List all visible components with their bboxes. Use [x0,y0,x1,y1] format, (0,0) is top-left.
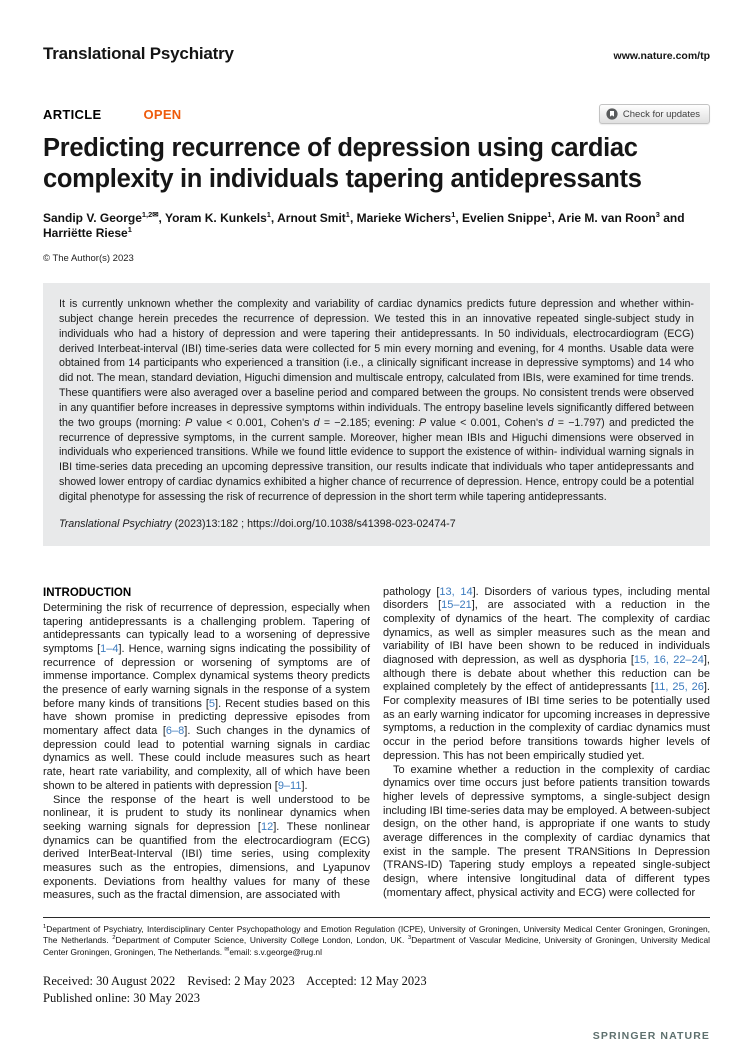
journal-title: Translational Psychiatry [43,44,234,63]
reference-link[interactable]: 13, 14 [439,585,473,598]
affiliations-footnote: $^1$Department of Psychiatry, Interdisciplinary Center Psychopathology and Emotion Regulation (ICPE), University of Groningen, University Medical Center Groningen, Groningen, The Netherlands. $^2$Department of Computer Science, University College London, London, UK. $^3$Department of Vascular Medicine, University of Groningen, University Medical Center Groningen, Groningen, The Netherlands. ✉email: s.v.george@rug.nl [43,917,710,958]
reference-link[interactable]: 6–8 [165,725,185,738]
author-list: Sandip V. George$^{1,2✉}$, Yoram K. Kunkels$^1$, Arnout Smit$^1$, Marieke Wichers$^1$, Evelien Snippe$^1$, Arie M. van Roon$^3$ and Harriëtte Riese$^1$ [43,210,685,241]
citation-line[interactable]: Translational Psychiatry (2023)13:182 ; https://doi.org/10.1038/s41398-023-02474-7 [59,517,456,530]
revised-date: Revised: 2 May 2023 [187,974,295,989]
reference-link[interactable]: 1–4 [100,642,119,655]
body-columns [43,586,710,903]
reference-link[interactable]: 12 [260,820,274,833]
abstract-panel [43,283,710,545]
accepted-date: Accepted: 12 May 2023 [306,974,427,989]
intro-column-right [383,586,710,903]
paper-title: Predicting recurrence of depression using cardiac complexity in individuals tapering antidepressants [43,134,642,194]
received-date: Received: 30 August 2022 [43,974,176,989]
intro-paragraph-3: pathology [13, 14]. Disorders of various types, including mental disorders [15–21], are associated with a reduction in the complexity of dynamics of the heart. The complexity of cardiac dynamics, as well as simpler measures such as the mean and variability of IBI have been shown to be reduced in individuals diagnosed with depression, as well as dysphoria [15, 16, 22–24], although there is debate about whether this reduction can be explained completely by the effect of antidepressants [11, 25, 26]. For complexity measures of IBI time series to be potentially used as an early warning indicator for upcoming increases in depressive symptoms, a reduction in the complexity of cardiac dynamics must occur in the period before transitions towards higher levels of depression. This has not been empirically studied yet. [383,585,710,762]
journal-site-link[interactable]: www.nature.com/tp [613,50,710,62]
intro-paragraph-1: Determining the risk of recurrence of depression, especially when tapering antidepressants is a challenging problem. Tapering of antidepressants can typically lead to a worsening of depressive symptoms [1–4]. Hence, warning signs indicating the possibility of recurrence of depression or worsening of symptoms are of immense importance. Complex dynamical systems theory predicts the presence of early warning signals in the response of a system before many kinds of transitions [5]. Recent studies based on this have shown promise in predicting depressive episodes from momentary affect data [6–8]. Such changes in the dynamics of depression could lead to potential warning signals in cardiac dynamics as well. These could include measures such as heart rate, heart rate variability, and complexity, all of which have been shown to be altered in patients with depression [9–11]. [43,601,371,792]
published-date-line: Published online: 30 May 2023 [43,991,200,1006]
reference-link[interactable]: 11, 25, 26 [653,681,704,694]
crossmark-icon [606,108,618,120]
reference-link[interactable]: 15–21 [441,599,472,612]
reference-link[interactable]: 9–11 [277,779,302,792]
abstract-text: It is currently unknown whether the complexity and variability of cardiac dynamics predicts future depression and whether within-subject change herein precedes the recurrence of depression. We tested this in an innovative repeated single-subject study in individuals who had a history of depression and were tapering their antidepressants. In 50 individuals, electrocardiogram (ECG) derived Interbeat-interval (IBI) time-series data were collected for 5 min every morning and evening, for 4 months. Usable data were obtained from 14 participants who experienced a transition (i.e., a clinically significant increase in depressive symptoms) and 14 who did not. The mean, standard deviation, Higuchi dimension and multiscale entropy, calculated from IBIs, were examined for time trends. These quantifiers were also averaged over a baseline period and compared between the groups. No consistent trends were observed in any quantifier before increases in depressive symptoms within individuals. The entropy baseline levels significantly differed between the two groups (morning: P value < 0.001, Cohen's d = −2.185; evening: P value < 0.001, Cohen's d = −1.797) and predicted the recurrence of depressive symptoms, in the current sample. Moreover, higher mean IBIs and Higuchi dimensions were observed in individuals who experienced transitions. While we found little evidence to support the existence of within- individual warning signals in IBI time-series data preceding an upcoming depressive transition, our results indicate that individuals who taper antidepressants and showed lower entropy of cardiac dynamics exhibited a higher chance of recurrence of depression. Hence, entropy could be a potential digital phenotype for assessing the risk of recurrence of depression in the short term while tapering antidepressants. [59,298,695,503]
copyright-notice: © The Author(s) 2023 [43,253,134,265]
reference-link[interactable]: 5 [208,697,216,710]
article-type-row [43,104,710,124]
check-for-updates-label: Check for updates [622,108,700,120]
reference-link[interactable]: 15, 16, 22–24 [633,654,704,667]
publisher-logo: SPRINGER NATURE [592,1030,710,1043]
received-dates-line [43,974,710,989]
page-footer [43,1026,710,1044]
intro-column-left [43,586,370,903]
introduction-heading: INTRODUCTION [43,586,132,599]
intro-paragraph-4: To examine whether a reduction in the complexity of cardiac dynamics over time occurs just before patients transition towards higher levels of depressive symptoms, a single-subject design including IBI time-series data may be employed. A between-subject design, on the other hand, is appropriate if one wants to study average differences in the complexity of cardiac dynamics that exist in the sample. The present TRANSitions In Depression (TRANS-ID) Tapering study employs a repeated single-subject design, where intensive longitudinal data of different types (momentary affect, physical activity and ECG) were collected for [383,763,710,899]
intro-paragraph-2: Since the response of the heart is well understood to be nonlinear, it is prudent to study its nonlinear dynamics when seeking warning signals for depression [12]. These nonlinear dynamics can be quantified from the electrocardiogram (ECG) derived InterBeat-Interval (IBI) time series, using complexity measures such as the entropies, dimensions, and Lyapunov exponents. Deviations from healthy values for many of these measures, such as the fractal dimension, are associated with [43,793,370,902]
open-access-label: OPEN [143,106,182,122]
article-type-label: ARTICLE [43,106,102,122]
check-for-updates-button[interactable] [599,104,710,124]
page-header [43,0,710,64]
